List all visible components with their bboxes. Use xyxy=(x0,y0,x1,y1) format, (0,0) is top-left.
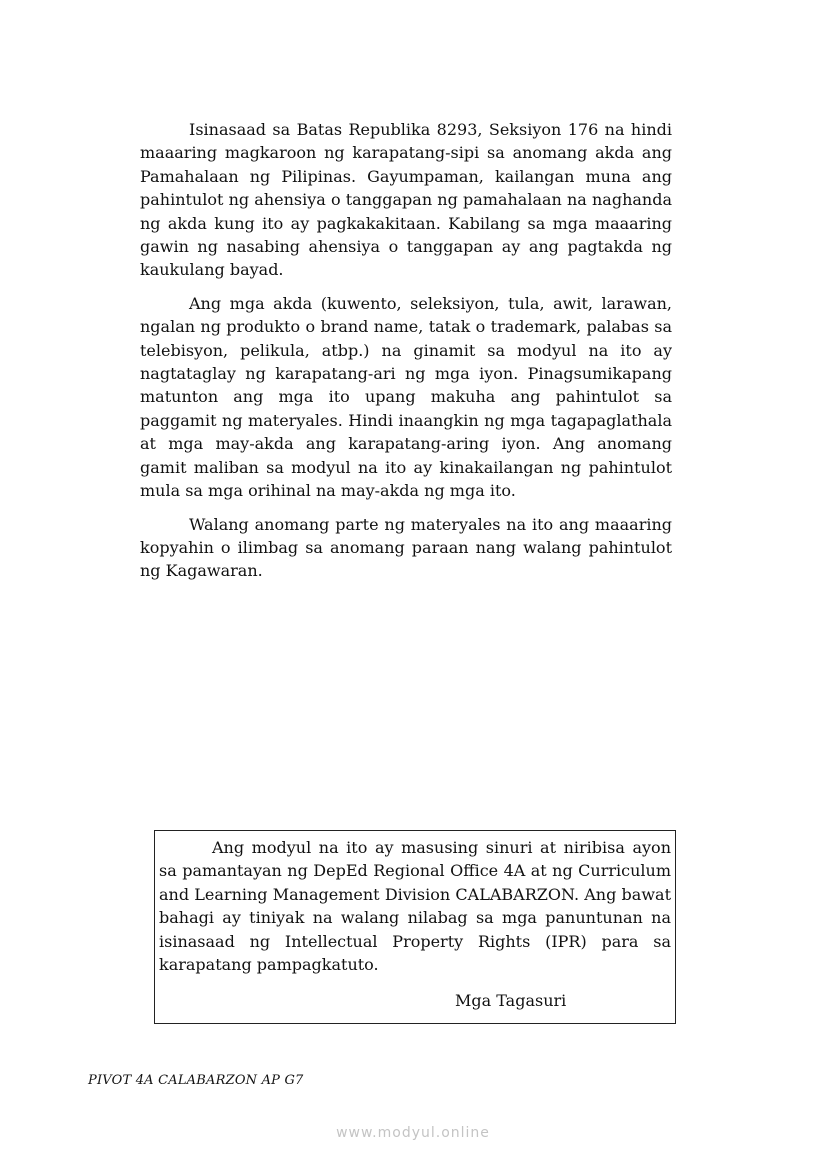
review-statement: Ang modyul na ito ay masusing sinuri at niribisa ayon sa pamantayan ng DepEd Regional Office 4A at ng Curriculum and Learning Management Division CALABARZON. Ang bawat bahagi ay tiniyak na walang nilabag sa mga panuntunan na isinasaad ng Intellectual Property Rights (IPR) para sa karapatang pampagkatuto. xyxy=(159,838,671,975)
review-signer: Mga Tagasuri xyxy=(455,991,567,1010)
notice-paragraph-2: Ang mga akda (kuwento, seleksiyon, tula, awit, larawan, ngalan ng produkto o brand name, tatak o trademark, palabas sa telebisyon, pelikula, atbp.) na ginamit sa modyul na ito ay nagtataglay ng karapatang-ari ng mga iyon. Pinagsumikapang matunton ang mga ito upang makuha ang pahintulot sa paggamit ng materyales. Hindi inaangkin ng mga tagapaglathala at mga may-akda ang karapatang-aring iyon. Ang anomang gamit maliban sa modyul na ito ay kinakailangan ng pahintulot mula sa mga orihinal na may-akda ng mga ito. xyxy=(140,293,672,501)
watermark: www.modyul.online xyxy=(336,1125,490,1141)
copyright-notice xyxy=(140,118,672,593)
review-statement-box xyxy=(154,830,676,1024)
notice-paragraph-1: Isinasaad sa Batas Republika 8293, Seksiyon 176 na hindi maaaring magkaroon ng karapatang-sipi sa anomang akda ang Pamahalaan ng Pilipinas. Gayumpaman, kailangan muna ang pahintulot ng ahensiya o tanggapan ng pamahalaan na naghanda ng akda kung ito ay pagkakakitaan. Kabilang sa mga maaaring gawin ng nasabing ahensiya o tanggapan ay ang pagtakda ng kaukulang bayad. xyxy=(140,120,672,280)
footer-label: PIVOT 4A CALABARZON AP G7 xyxy=(88,1073,304,1088)
notice-paragraph-3: Walang anomang parte ng materyales na ito ang maaaring kopyahin o ilimbag sa anomang paraan nang walang pahintulot ng Kagawaran. xyxy=(140,514,672,581)
